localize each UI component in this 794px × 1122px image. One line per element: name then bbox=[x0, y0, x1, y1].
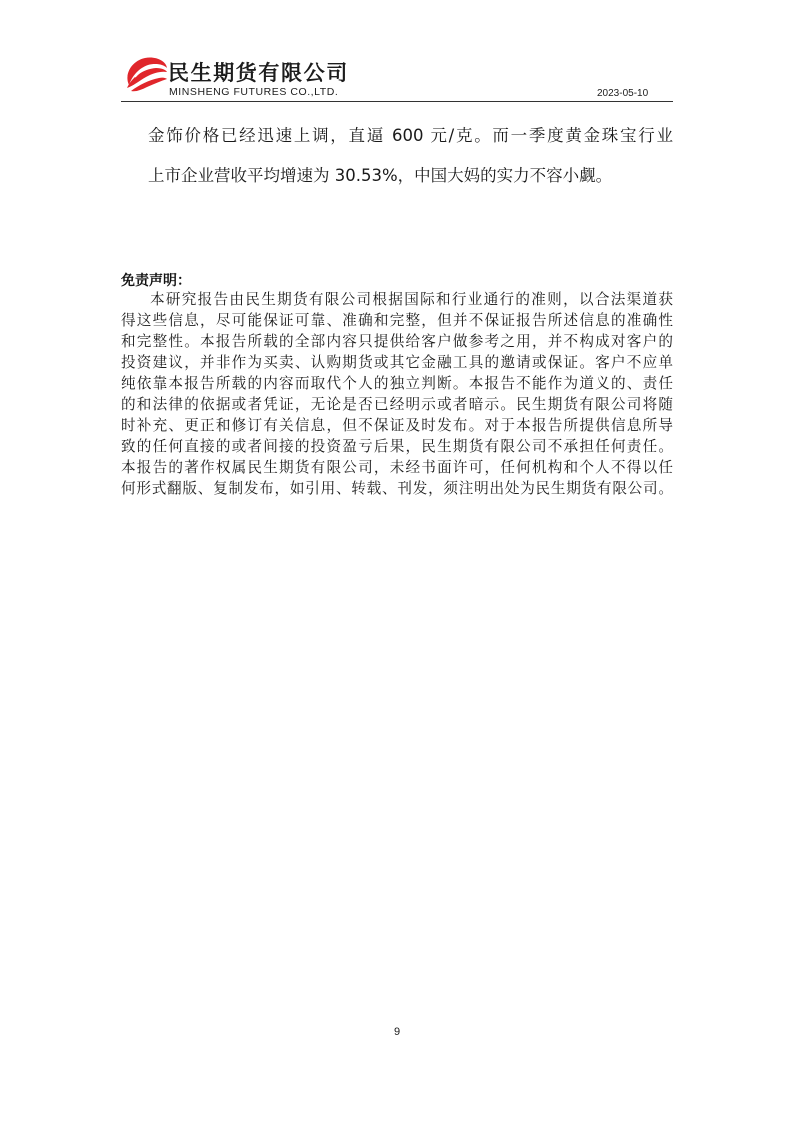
disclaimer-heading: 免责声明： bbox=[121, 273, 191, 289]
body-line: 金饰价格已经迅速上调，直逼 600 元/克。而一季度黄金珠宝行业 bbox=[148, 126, 673, 145]
page-number: 9 bbox=[393, 1026, 401, 1038]
disclaimer-line: 纯依靠本报告所载的内容而取代个人的独立判断。本报告不能作为道义的、责任 bbox=[121, 375, 673, 392]
disclaimer-line: 时补充、更正和修订有关信息，但不保证及时发布。对于本报告所提供信息所导 bbox=[121, 417, 673, 434]
disclaimer-line: 何形式翻版、复制发布，如引用、转载、刊发，须注明出处为民生期货有限公司。 bbox=[121, 480, 673, 497]
disclaimer-line: 得这些信息，尽可能保证可靠、准确和完整，但并不保证报告所述信息的准确性 bbox=[121, 312, 673, 329]
disclaimer-line: 投资建议，并非作为买卖、认购期货或其它金融工具的邀请或保证。客户不应单 bbox=[121, 354, 673, 371]
disclaimer-paragraph bbox=[121, 289, 673, 499]
body-paragraph bbox=[148, 116, 673, 196]
report-date: 2023-05-10 bbox=[597, 88, 649, 99]
company-name-cn: 民生期货有限公司 bbox=[168, 61, 349, 85]
disclaimer-line: 本报告的著作权属民生期货有限公司，未经书面许可，任何机构和个人不得以任 bbox=[121, 459, 673, 476]
disclaimer-line: 和完整性。本报告所载的全部内容只提供给客户做参考之用，并不构成对客户的 bbox=[121, 333, 673, 350]
company-name-en: MINSHENG FUTURES CO.,LTD. bbox=[169, 86, 339, 98]
body-line: 上市企业营收平均增速为 30.53%，中国大妈的实力不容小觑。 bbox=[148, 166, 613, 185]
minsheng-swoosh-logo-icon bbox=[123, 55, 169, 93]
header-divider bbox=[121, 101, 673, 102]
disclaimer-line: 本研究报告由民生期货有限公司根据国际和行业通行的准则，以合法渠道获 bbox=[150, 291, 673, 308]
disclaimer-line: 致的任何直接的或者间接的投资盈亏后果，民生期货有限公司不承担任何责任。 bbox=[121, 438, 673, 455]
disclaimer-line: 的和法律的依据或者凭证，无论是否已经明示或者暗示。民生期货有限公司将随 bbox=[121, 396, 673, 413]
